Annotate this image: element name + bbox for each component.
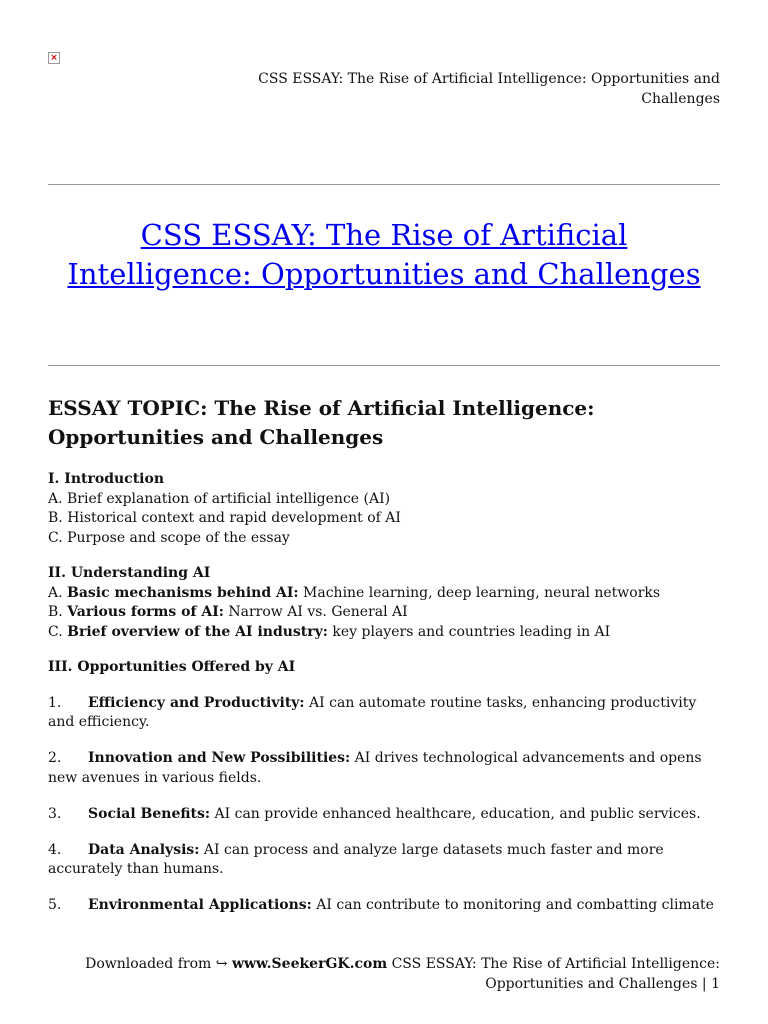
essay-outline: [48, 470, 720, 932]
item-number: 1.: [48, 694, 62, 711]
item-label: Brief overview of the AI industry:: [67, 623, 328, 640]
item-text: Narrow AI vs. General AI: [223, 604, 408, 620]
section-opportunities: [48, 658, 720, 678]
outline-item: [48, 603, 720, 623]
footer-prefix: Downloaded from: [85, 956, 216, 972]
section-heading: II. Understanding AI: [48, 565, 211, 581]
outline-item: B. Historical context and rapid development of AI: [48, 510, 401, 526]
broken-image-icon: [48, 52, 60, 64]
item-text: AI can contribute to monitoring and combatting climate: [311, 897, 714, 913]
footer-site-link[interactable]: www.SeekerGK.com: [231, 956, 388, 972]
item-label: Environmental Applications:: [88, 897, 312, 913]
broken-image-glyph: ×: [50, 52, 58, 63]
item-text: key players and countries leading in AI: [327, 623, 611, 640]
item-text: Machine learning, deep learning, neural networks: [298, 584, 661, 601]
item-text: AI can automate routine tasks, enhancing productivity and efficiency.: [48, 694, 697, 730]
footer-separator: |: [697, 976, 712, 992]
item-text: AI can provide enhanced healthcare, education, and public services.: [210, 805, 701, 822]
numbered-item: [48, 841, 720, 880]
page-number: 1: [711, 976, 720, 992]
bottom-divider: [48, 365, 720, 366]
page-title: [48, 216, 720, 294]
numbered-item: [48, 749, 720, 788]
outline-item: C. Purpose and scope of the essay: [48, 529, 290, 546]
redirect-arrow-icon: ↪: [215, 956, 228, 972]
top-divider: [48, 184, 720, 185]
item-number: 5.: [48, 897, 62, 913]
page-title-link[interactable]: CSS ESSAY: The Rise of Artificial Intelligence: Opportunities and Challenges: [67, 218, 701, 291]
footer-title: CSS ESSAY: The Rise of Artificial Intelligence: Opportunities and Challenges: [387, 956, 720, 992]
section-heading: III. Opportunities Offered by AI: [48, 659, 296, 675]
page-footer: [48, 954, 720, 994]
item-label: Innovation and New Possibilities:: [88, 750, 351, 766]
section-understanding-ai: [48, 564, 720, 642]
item-prefix: C.: [48, 623, 68, 640]
item-label: Social Benefits:: [88, 805, 211, 822]
numbered-item: [48, 805, 720, 825]
item-prefix: A.: [48, 584, 68, 601]
item-label: Basic mechanisms behind AI:: [67, 584, 299, 601]
outline-item: [48, 623, 720, 643]
item-label: Various forms of AI:: [67, 604, 224, 620]
item-text: AI drives technological advancements and opens new avenues in various fields.: [48, 750, 702, 786]
outline-item: A. Brief explanation of artificial intelligence (AI): [48, 490, 391, 507]
section-heading: I. Introduction: [48, 471, 164, 487]
numbered-item: [48, 896, 720, 916]
item-label: Efficiency and Productivity:: [88, 694, 305, 711]
numbered-item: [48, 694, 720, 733]
item-number: 4.: [48, 841, 62, 858]
section-introduction: [48, 470, 720, 548]
item-label: Data Analysis:: [88, 841, 200, 858]
item-number: 2.: [48, 750, 62, 766]
item-number: 3.: [48, 805, 62, 822]
outline-item: [48, 584, 720, 604]
essay-topic-heading: ESSAY TOPIC: The Rise of Artificial Intelligence: Opportunities and Challenges: [48, 396, 595, 449]
running-header-title: CSS ESSAY: The Rise of Artificial Intelligence: Opportunities and Challenges: [258, 71, 720, 107]
item-text: AI can process and analyze large datasets much faster and more accurately than humans.: [48, 841, 664, 877]
item-prefix: B.: [48, 604, 68, 620]
